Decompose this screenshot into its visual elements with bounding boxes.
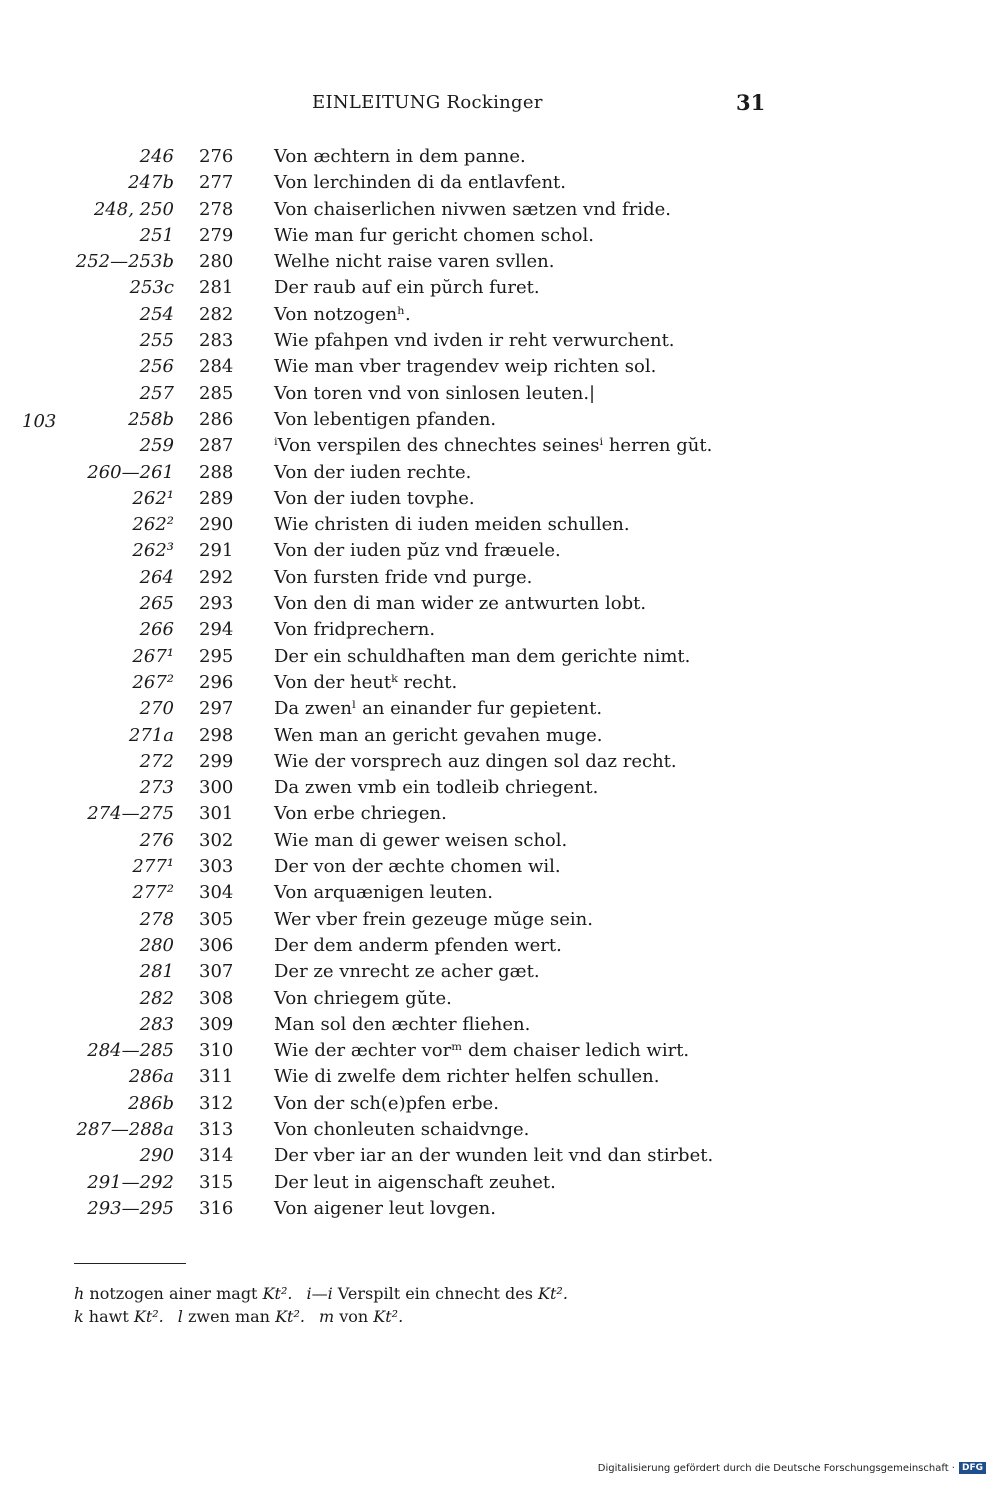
old-chapter-number: 286b [128, 1092, 174, 1114]
footnote-text: notzogen ainer magt [89, 1284, 258, 1303]
chapter-title: Der leut in aigenschaft zeuhet. [274, 1171, 556, 1193]
footnote [306, 1282, 567, 1305]
chapter-title: Der vber iar an der wunden leit vnd dan stirbet. [274, 1145, 714, 1167]
footnote-source: Kt². [538, 1284, 568, 1303]
footnote-text: hawt [88, 1307, 129, 1326]
chapter-title: Von lerchinden di da entlavfent. [274, 172, 566, 194]
new-chapter-number: 315 [199, 1171, 234, 1193]
chapter-title: ⁱVon verspilen des chnechtes seinesⁱ herren gŭt. [274, 435, 713, 457]
old-chapter-number: 270 [139, 698, 174, 720]
old-chapter-number: 267¹ [132, 645, 174, 667]
concordance-row [0, 199, 1000, 225]
footnotes [74, 1282, 582, 1328]
chapter-title: Wen man an gericht gevahen muge. [274, 724, 603, 746]
page-header [0, 92, 1000, 122]
new-chapter-number: 312 [199, 1092, 234, 1114]
running-title: EINLEITUNG Rockinger [312, 92, 543, 113]
concordance-row [0, 1066, 1000, 1092]
concordance-row [0, 725, 1000, 751]
concordance-row [0, 1198, 1000, 1224]
new-chapter-number: 284 [199, 356, 234, 378]
new-chapter-number: 293 [199, 593, 234, 615]
new-chapter-number: 311 [199, 1066, 234, 1088]
old-chapter-number: 247b [128, 172, 174, 194]
chapter-title: Der ein schuldhaften man dem gerichte nimt. [274, 645, 691, 667]
old-chapter-number: 256 [139, 356, 174, 378]
chapter-title: Von lebentigen pfanden. [274, 408, 497, 430]
chapter-title: Wer vber frein gezeuge mŭge sein. [274, 908, 593, 930]
new-chapter-number: 304 [199, 882, 234, 904]
footnote-mark: i—i [306, 1284, 333, 1303]
chapter-title: Von der sch(e)pfen erbe. [274, 1092, 499, 1114]
chapter-title: Von erbe chriegen. [274, 803, 447, 825]
chapter-title: Wie man fur gericht chomen schol. [274, 224, 594, 246]
chapter-title: Von der iuden pŭz vnd fræuele. [274, 540, 561, 562]
old-chapter-number: 251 [139, 224, 174, 246]
new-chapter-number: 285 [199, 382, 234, 404]
new-chapter-number: 281 [199, 277, 234, 299]
chapter-title: Von arquænigen leuten. [274, 882, 493, 904]
new-chapter-number: 292 [199, 566, 234, 588]
old-chapter-number: 290 [139, 1145, 174, 1167]
footnote-rule [74, 1263, 186, 1264]
concordance-row [0, 1119, 1000, 1145]
new-chapter-number: 276 [199, 146, 234, 167]
footnote-mark: l [177, 1307, 183, 1326]
old-chapter-number: 262¹ [132, 487, 174, 509]
dfg-logo: DFG [959, 1462, 986, 1474]
new-chapter-number: 316 [199, 1197, 234, 1219]
new-chapter-number: 278 [199, 198, 234, 220]
footnote-mark: k [74, 1307, 84, 1326]
new-chapter-number: 294 [199, 619, 234, 641]
chapter-title: Da zwenˡ an einander fur gepietent. [274, 698, 603, 720]
old-chapter-number: 283 [139, 1013, 174, 1035]
footnote-line [74, 1305, 582, 1328]
chapter-title: Von fursten fride vnd purge. [274, 566, 533, 588]
new-chapter-number: 288 [199, 461, 234, 483]
concordance-row [0, 646, 1000, 672]
old-chapter-number: 248, 250 [93, 198, 174, 220]
concordance-row [0, 856, 1000, 882]
new-chapter-number: 305 [199, 908, 234, 930]
chapter-title: Von aigener leut lovgen. [274, 1197, 496, 1219]
chapter-title: Von der iuden rechte. [274, 461, 472, 483]
digitization-credit [598, 1462, 986, 1474]
new-chapter-number: 306 [199, 934, 234, 956]
old-chapter-number: 284—285 [87, 1040, 174, 1062]
old-chapter-number: 286a [128, 1066, 174, 1088]
footnote-source: Kt². [373, 1307, 404, 1326]
concordance-row [0, 435, 1000, 461]
chapter-title: Von fridprechern. [274, 619, 436, 641]
new-chapter-number: 283 [199, 330, 234, 352]
footnote [74, 1305, 164, 1328]
new-chapter-number: 308 [199, 987, 234, 1009]
chapter-title: Wie der æchter vorᵐ dem chaiser ledich wirt. [274, 1040, 690, 1062]
chapter-concordance-list [0, 146, 1000, 1224]
new-chapter-number: 301 [199, 803, 234, 825]
concordance-row [0, 751, 1000, 777]
chapter-title: Von der iuden tovphe. [274, 487, 475, 509]
concordance-row [0, 830, 1000, 856]
concordance-row [0, 172, 1000, 198]
old-chapter-number: 282 [139, 987, 174, 1009]
concordance-row [0, 1014, 1000, 1040]
chapter-title: Wie der vorsprech auz dingen sol daz recht. [274, 750, 677, 772]
old-chapter-number: 262² [132, 514, 174, 536]
chapter-title: Von den di man wider ze antwurten lobt. [274, 593, 647, 615]
chapter-title: Wie christen di iuden meiden schullen. [274, 514, 630, 536]
footnote-mark: h [74, 1284, 85, 1303]
new-chapter-number: 280 [199, 251, 234, 273]
margin-page-reference: 103 [22, 411, 57, 432]
concordance-row [0, 961, 1000, 987]
old-chapter-number: 293—295 [87, 1197, 174, 1219]
concordance-row [0, 1172, 1000, 1198]
chapter-title: Der ze vnrecht ze acher gæt. [274, 961, 540, 983]
concordance-row [0, 514, 1000, 540]
footnote-source: Kt². [275, 1307, 305, 1326]
new-chapter-number: 298 [199, 724, 234, 746]
chapter-title: Da zwen vmb ein todleib chriegent. [274, 777, 599, 799]
chapter-title: Von chaiserlichen nivwen sætzen vnd fride. [274, 198, 671, 220]
new-chapter-number: 279 [199, 224, 234, 246]
concordance-row [0, 462, 1000, 488]
new-chapter-number: 291 [199, 540, 234, 562]
concordance-row [0, 882, 1000, 908]
old-chapter-number: 265 [139, 593, 174, 615]
concordance-row [0, 225, 1000, 251]
concordance-row [0, 567, 1000, 593]
old-chapter-number: 267² [132, 671, 174, 693]
old-chapter-number: 262³ [132, 540, 174, 562]
concordance-row [0, 619, 1000, 645]
old-chapter-number: 274—275 [87, 803, 174, 825]
chapter-title: Wie di zwelfe dem richter helfen schullen. [274, 1066, 660, 1088]
old-chapter-number: 246 [139, 146, 174, 167]
old-chapter-number: 252—253b [75, 251, 174, 273]
concordance-row [0, 935, 1000, 961]
concordance-row [0, 304, 1000, 330]
new-chapter-number: 296 [199, 671, 234, 693]
chapter-title: Von notzogenʰ. [274, 303, 411, 325]
concordance-row [0, 383, 1000, 409]
chapter-title: Von der heutᵏ recht. [274, 671, 458, 693]
old-chapter-number: 255 [139, 330, 174, 352]
chapter-title: Der dem anderm pfenden wert. [274, 934, 562, 956]
concordance-row [0, 356, 1000, 382]
old-chapter-number: 264 [139, 566, 174, 588]
new-chapter-number: 282 [199, 303, 234, 325]
footnote-text: von [339, 1307, 369, 1326]
concordance-row [0, 672, 1000, 698]
page-number: 31 [736, 90, 766, 115]
new-chapter-number: 289 [199, 487, 234, 509]
old-chapter-number: 260—261 [87, 461, 174, 483]
concordance-row [0, 1145, 1000, 1171]
concordance-row [0, 803, 1000, 829]
chapter-title: Wie pfahpen vnd ivden ir reht verwurchent. [274, 330, 675, 352]
old-chapter-number: 277¹ [132, 856, 174, 878]
chapter-title: Welhe nicht raise varen svllen. [274, 251, 555, 273]
concordance-row [0, 251, 1000, 277]
footnote-source: Kt². [133, 1307, 164, 1326]
chapter-title: Man sol den æchter fliehen. [274, 1013, 531, 1035]
concordance-row [0, 988, 1000, 1014]
concordance-row [0, 698, 1000, 724]
old-chapter-number: 272 [139, 750, 174, 772]
new-chapter-number: 277 [199, 172, 234, 194]
old-chapter-number: 277² [132, 882, 174, 904]
chapter-title: Von toren vnd von sinlosen leuten.| [274, 382, 596, 404]
old-chapter-number: 291—292 [87, 1171, 174, 1193]
chapter-title: Wie man di gewer weisen schol. [274, 829, 568, 851]
concordance-row [0, 1093, 1000, 1119]
old-chapter-number: 287—288a [76, 1118, 174, 1140]
concordance-row [0, 146, 1000, 172]
footnote-mark: m [318, 1307, 335, 1326]
new-chapter-number: 286 [199, 408, 234, 430]
concordance-row [0, 1040, 1000, 1066]
chapter-title: Von æchtern in dem panne. [274, 146, 526, 167]
concordance-row [0, 330, 1000, 356]
new-chapter-number: 313 [199, 1118, 234, 1140]
concordance-row [0, 277, 1000, 303]
new-chapter-number: 299 [199, 750, 234, 772]
old-chapter-number: 258b [128, 408, 174, 430]
concordance-row [0, 488, 1000, 514]
new-chapter-number: 309 [199, 1013, 234, 1035]
footnote [319, 1305, 403, 1328]
concordance-row [0, 593, 1000, 619]
footnote-line [74, 1282, 582, 1305]
new-chapter-number: 287 [199, 435, 234, 457]
new-chapter-number: 290 [199, 514, 234, 536]
concordance-row [0, 540, 1000, 566]
new-chapter-number: 314 [199, 1145, 234, 1167]
new-chapter-number: 302 [199, 829, 234, 851]
footnote [74, 1282, 292, 1305]
chapter-title: Von chonleuten schaidvnge. [274, 1118, 530, 1140]
old-chapter-number: 278 [139, 908, 174, 930]
footnote-source: Kt². [262, 1284, 293, 1303]
old-chapter-number: 254 [139, 303, 174, 325]
old-chapter-number: 271a [128, 724, 174, 746]
old-chapter-number: 259 [139, 435, 174, 457]
footnote [178, 1305, 305, 1328]
concordance-row [0, 409, 1000, 435]
credit-text: Digitalisierung gefördert durch die Deutsche Forschungsgemeinschaft · [597, 1462, 955, 1474]
old-chapter-number: 266 [139, 619, 174, 641]
old-chapter-number: 257 [139, 382, 174, 404]
new-chapter-number: 300 [199, 777, 234, 799]
new-chapter-number: 307 [199, 961, 234, 983]
chapter-title: Der von der æchte chomen wil. [274, 856, 561, 878]
chapter-title: Von chriegem gŭte. [274, 987, 452, 1009]
new-chapter-number: 297 [199, 698, 234, 720]
footnote-text: zwen man [187, 1307, 270, 1326]
new-chapter-number: 310 [199, 1040, 234, 1062]
concordance-row [0, 777, 1000, 803]
new-chapter-number: 303 [199, 856, 234, 878]
concordance-row [0, 909, 1000, 935]
old-chapter-number: 276 [139, 829, 174, 851]
footnote-text: Verspilt ein chnecht des [337, 1284, 533, 1303]
old-chapter-number: 253c [129, 277, 174, 299]
old-chapter-number: 281 [139, 961, 174, 983]
old-chapter-number: 273 [139, 777, 174, 799]
old-chapter-number: 280 [139, 934, 174, 956]
chapter-title: Wie man vber tragendev weip richten sol. [274, 356, 657, 378]
chapter-title: Der raub auf ein pŭrch furet. [274, 277, 540, 299]
new-chapter-number: 295 [199, 645, 234, 667]
